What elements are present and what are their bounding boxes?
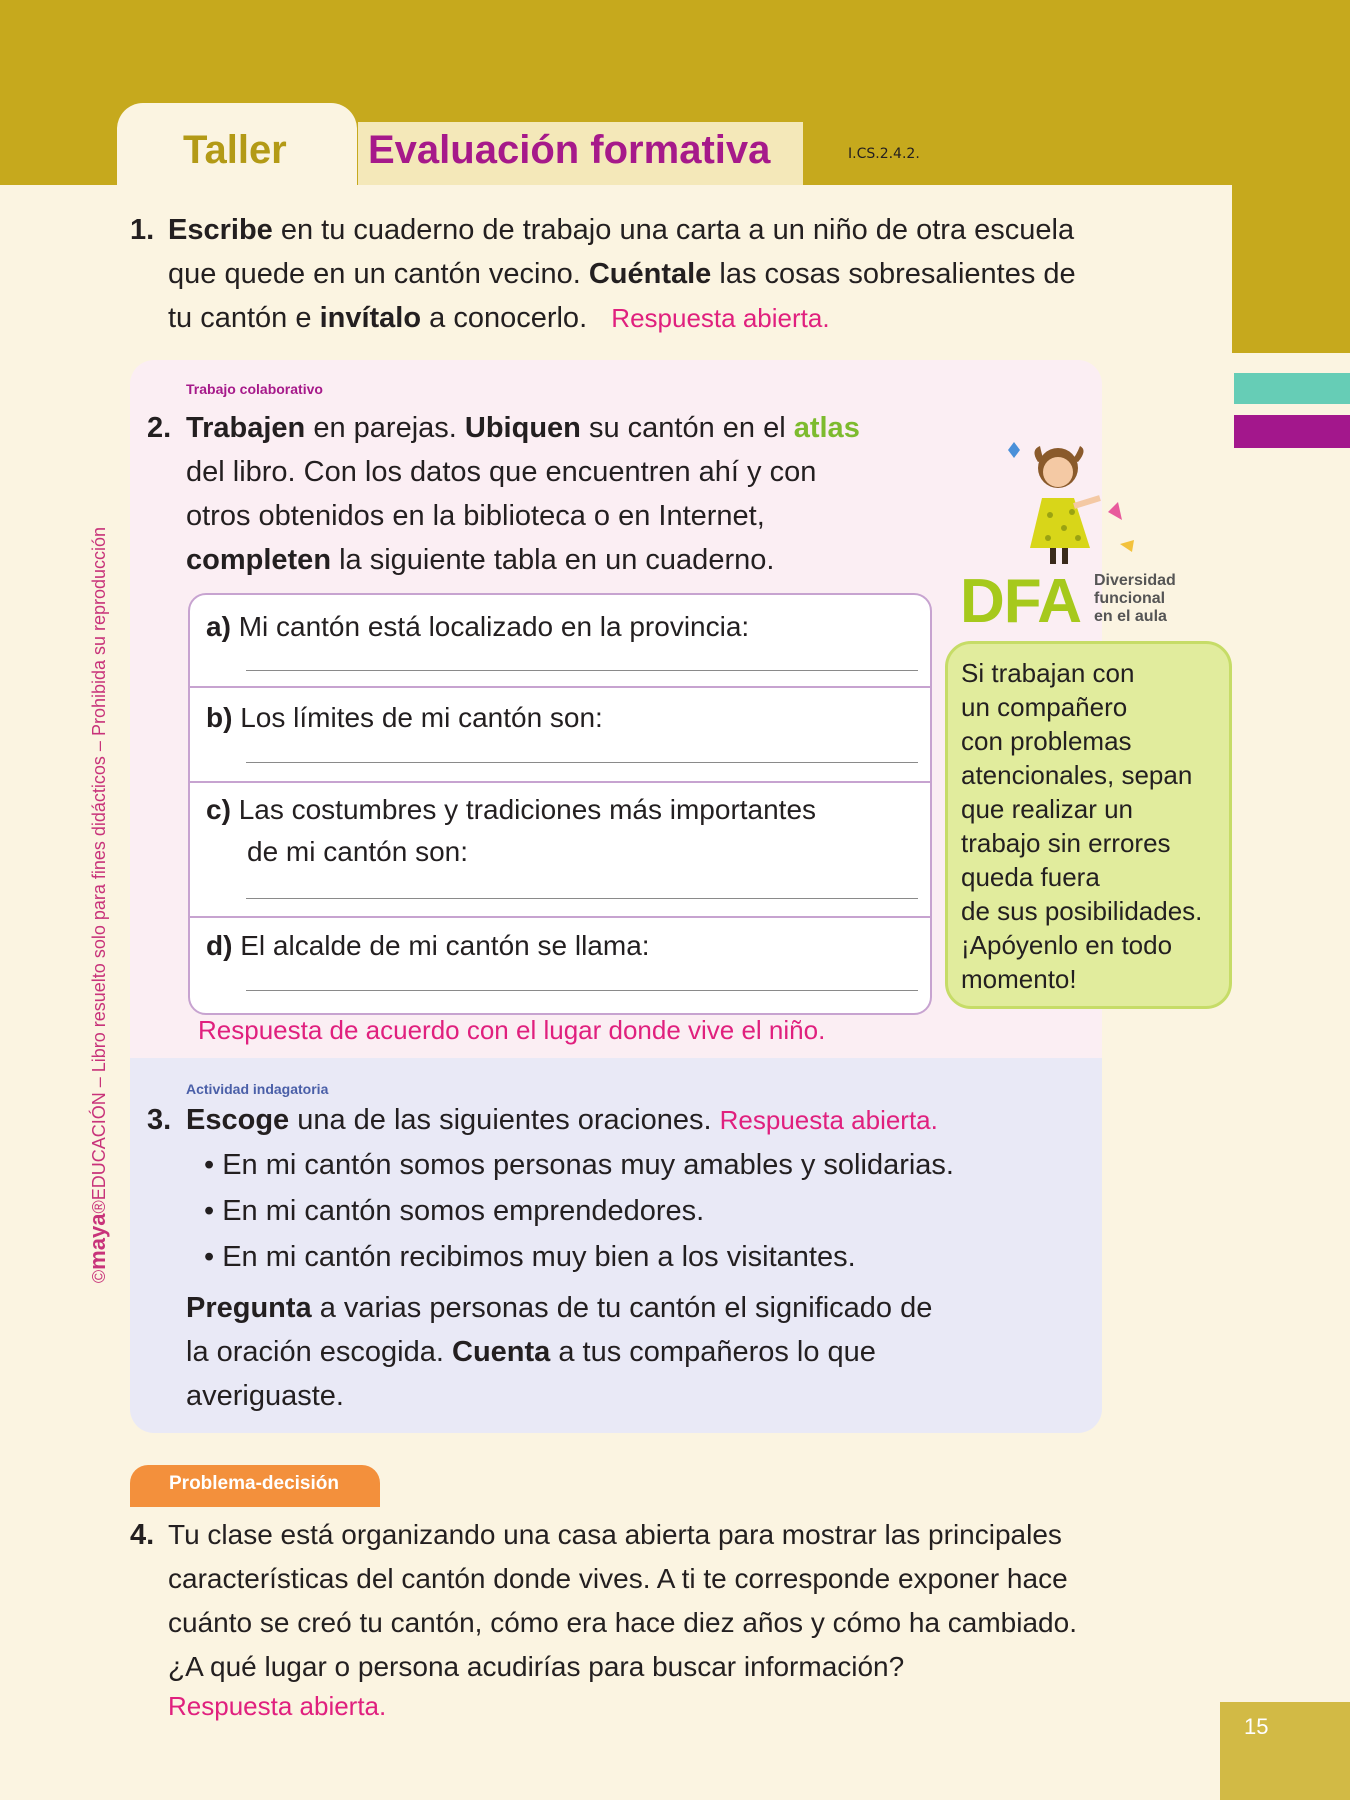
page-number-box xyxy=(1220,1702,1350,1800)
answer-text: Respuesta abierta. xyxy=(168,1691,387,1721)
bullet-item: • En mi cantón somos personas muy amables y solidarias. xyxy=(204,1149,954,1181)
section-tag: Actividad indagatoria xyxy=(186,1081,329,1097)
table-row: a) Mi cantón está localizado en la provincia: xyxy=(206,611,750,642)
answer-line xyxy=(246,670,918,671)
page-number: 15 xyxy=(1244,1714,1269,1739)
question-number: 3. xyxy=(147,1104,172,1136)
answer-text: Respuesta de acuerdo con el lugar donde vive el niño. xyxy=(198,1015,826,1045)
dfa-note-text: Si trabajan con un compañero con problemas atencionales, sepan que realizar un trabajo sin errores queda fuera de sus posibilidades. ¡Apóyenlo en todo momento! xyxy=(961,658,1203,994)
question-text: Tu clase está organizando una casa abierta para mostrar las principales características del cantón donde vives. A ti te corresponde exponer hace cuánto se creó tu cantón, cómo era hace diez años y cómo ha cambiado. ¿A qué lugar o persona acudirías para buscar información? Respuesta abierta. xyxy=(168,1519,1077,1721)
question-text: Escribe en tu cuaderno de trabajo una carta a un niño de otra escuela que quede en un cantón vecino. Cuéntale las cosas sobresalientes de tu cantón e invítalo a conocerlo. Respuesta abierta. xyxy=(168,214,1076,334)
right-margin-band xyxy=(1232,185,1350,353)
answer-line xyxy=(246,762,918,763)
skill-code: I.CS.2.4.2. xyxy=(848,146,920,162)
table-row: d) El alcalde de mi cantón se llama: xyxy=(206,930,650,961)
answer-line xyxy=(246,990,918,991)
copyright-text: ©maya®EDUCACIÓN – Libro resuelto solo para fines didácticos – Prohibida su reproducción xyxy=(85,526,110,1284)
atlas-keyword: atlas xyxy=(793,412,860,444)
answer-line xyxy=(246,898,918,899)
question-number: 2. xyxy=(147,412,172,444)
answer-table xyxy=(188,593,932,1015)
question-text: Escoge una de las siguientes oraciones. Respuesta abierta. • En mi cantón somos personas muy amables y solidarias. • En mi cantón somos emprendedores. • En mi cantón recibimos muy bien a los visitantes. Pregunta a varias personas de tu cantón el significado de la oración escogida. Cuenta a tus compañeros lo que averiguaste. xyxy=(186,1104,954,1412)
dfa-description: Diversidad funcional en el aula xyxy=(1094,572,1176,625)
taller-label: Taller xyxy=(183,128,287,172)
question-text: Trabajen en parejas. Ubiquen su cantón en el atlas del libro. Con los datos que encuentren ahí y con otros obtenidos en la biblioteca o en Internet, completen la siguiente tabla en un cuaderno. xyxy=(186,412,860,576)
bullet-item: • En mi cantón recibimos muy bien a los visitantes. xyxy=(204,1241,856,1273)
bullet-item: • En mi cantón somos emprendedores. xyxy=(204,1195,705,1227)
magenta-strip xyxy=(1234,415,1350,448)
question-number: 4. xyxy=(130,1519,155,1551)
girl-illustration xyxy=(1000,440,1140,580)
butterfly-icon xyxy=(1008,442,1020,458)
question-number: 1. xyxy=(130,214,155,246)
copyright-sidebar xyxy=(78,490,118,1320)
section-tag: Trabajo colaborativo xyxy=(186,381,323,397)
answer-text: Respuesta abierta. xyxy=(611,303,830,333)
table-row: c) Las costumbres y tradiciones más importantes de mi cantón son: xyxy=(206,794,817,867)
dfa-logo: DFA xyxy=(960,567,1081,636)
answer-text: Respuesta abierta. xyxy=(719,1105,938,1135)
page-title: Evaluación formativa xyxy=(368,128,771,172)
problema-label: Problema-decisión xyxy=(169,1473,339,1494)
table-row: b) Los límites de mi cantón son: xyxy=(206,702,603,733)
letter-block-icon xyxy=(1108,502,1122,520)
maya-logo: maya xyxy=(85,1213,110,1270)
teal-strip xyxy=(1234,373,1350,404)
